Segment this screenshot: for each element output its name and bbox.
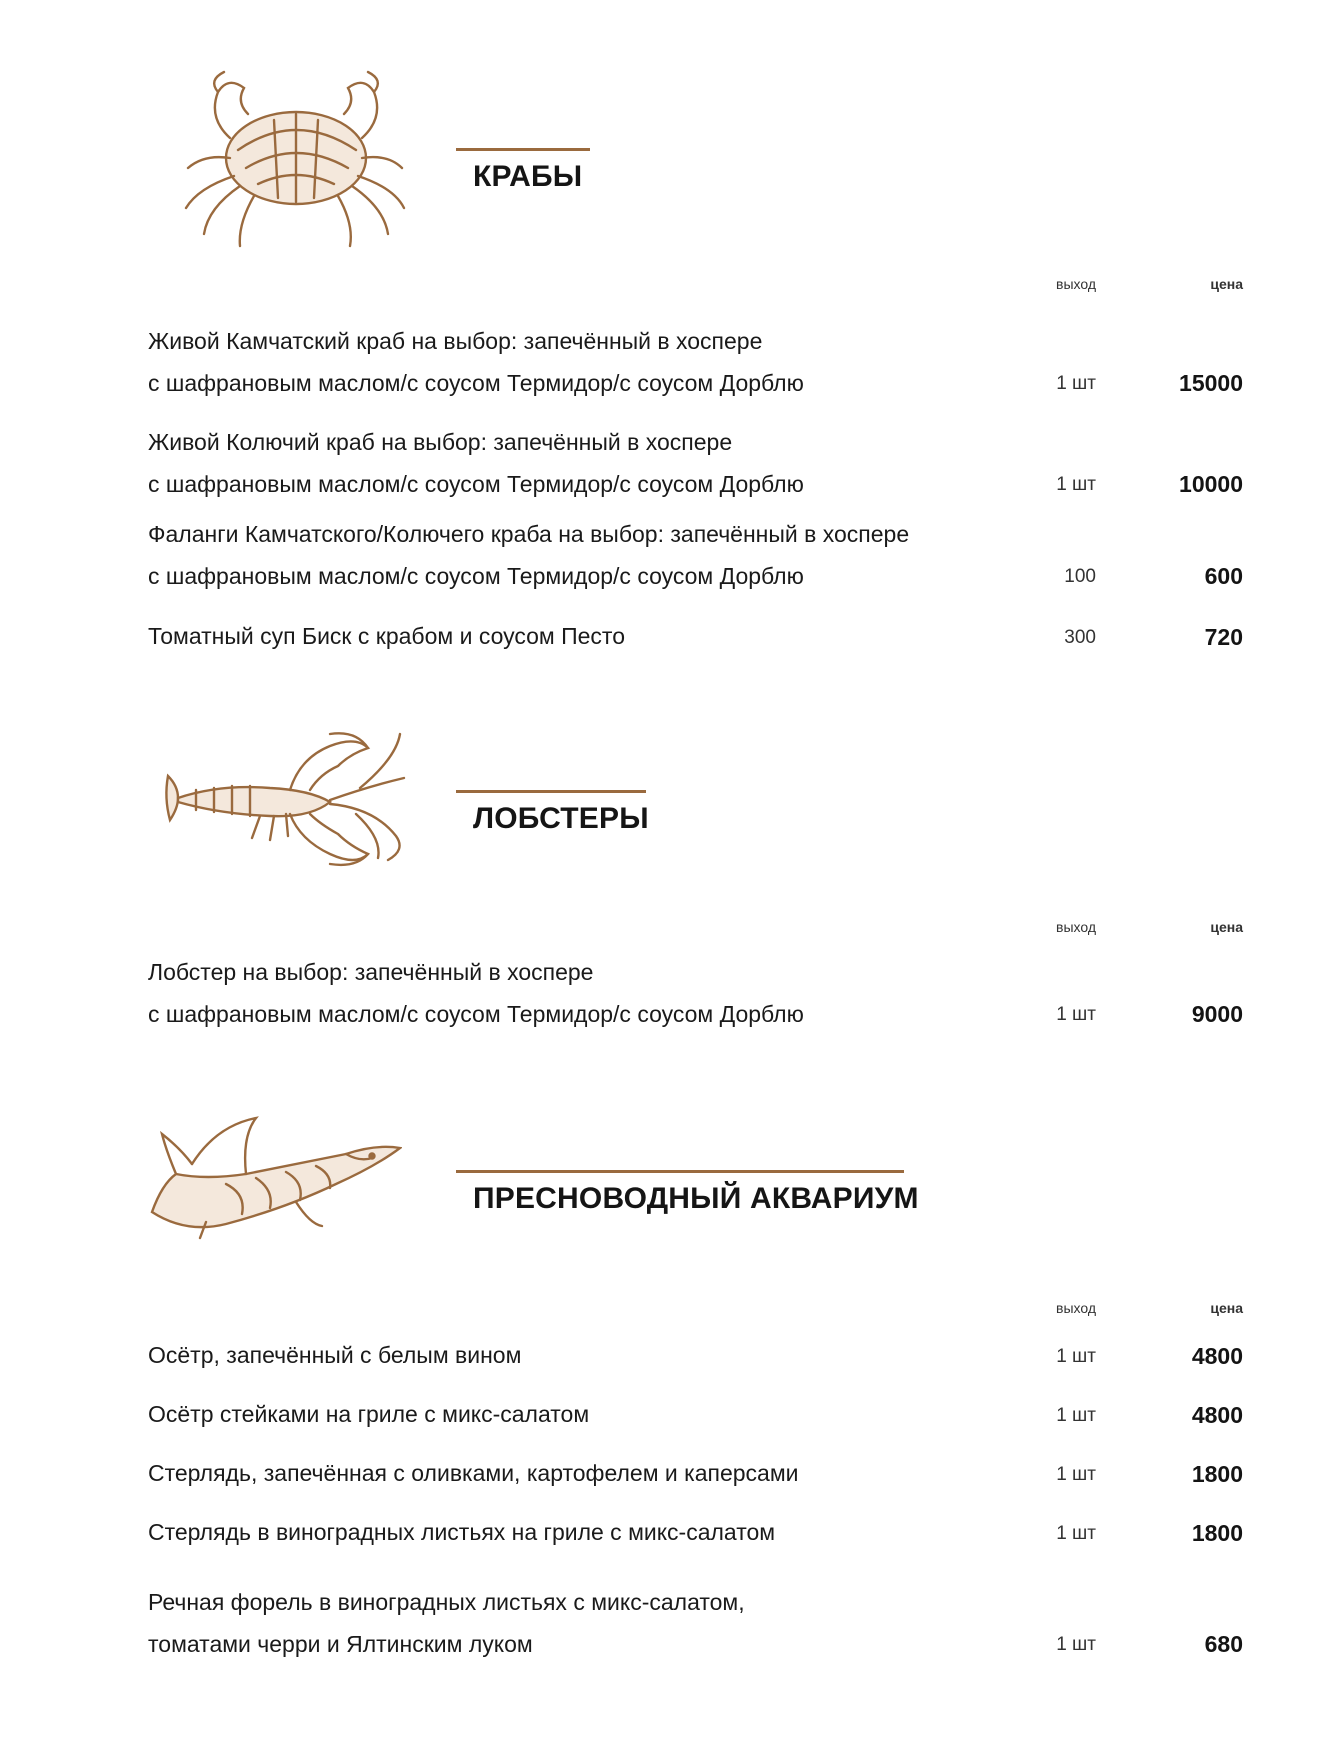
item-yield: 300: [1064, 627, 1096, 648]
item-yield: 1 шт: [1056, 1346, 1096, 1367]
item-name-line: с шафрановым маслом/с соусом Термидор/с соусом Дорблю: [148, 370, 804, 396]
title-divider: [456, 148, 590, 151]
section-title: КРАБЫ: [473, 160, 583, 193]
item-price: 1800: [1191, 1461, 1243, 1487]
price-column-header: цена: [1210, 919, 1243, 935]
item-yield: 1 шт: [1056, 1464, 1096, 1485]
item-name-line: Томатный суп Биск с крабом и соусом Песто: [148, 623, 626, 649]
item-yield: 100: [1064, 566, 1096, 587]
yield-column-header: выход: [1056, 919, 1096, 935]
crab-illustration-icon: [178, 58, 410, 250]
lobster-illustration-icon: [160, 728, 410, 870]
item-name-line: Живой Колючий краб на выбор: запечённый в хоспере: [148, 429, 733, 455]
item-name-line: Осётр, запечённый с белым вином: [148, 1342, 522, 1368]
crabs-title-block: [456, 148, 590, 194]
item-price: 15000: [1179, 370, 1243, 396]
freshwater-title-block: [456, 1170, 919, 1216]
item-price: 10000: [1179, 471, 1243, 497]
lobsters-title-block: [456, 790, 649, 836]
item-name-line: Стерлядь, запечённая с оливками, картофелем и каперсами: [148, 1460, 799, 1486]
yield-column-header: выход: [1056, 276, 1096, 292]
item-price: 1800: [1191, 1520, 1243, 1546]
price-column-header: цена: [1210, 1300, 1243, 1316]
item-name-line: Фаланги Камчатского/Колючего краба на выбор: запечённый в хоспере: [148, 521, 910, 547]
yield-column-header: выход: [1056, 1300, 1096, 1316]
item-price: 680: [1204, 1631, 1243, 1657]
item-name-line: с шафрановым маслом/с соусом Термидор/с соусом Дорблю: [148, 471, 804, 497]
sturgeon-illustration-icon: [146, 1114, 402, 1240]
item-yield: 1 шт: [1056, 474, 1096, 495]
item-name-line: Осётр стейками на гриле с микс-салатом: [148, 1401, 590, 1427]
item-price: 600: [1204, 563, 1243, 589]
item-yield: 1 шт: [1056, 373, 1096, 394]
item-yield: 1 шт: [1056, 1405, 1096, 1426]
item-yield: 1 шт: [1056, 1523, 1096, 1544]
item-price: 9000: [1191, 1001, 1243, 1027]
item-price: 4800: [1191, 1402, 1243, 1428]
section-title: ПРЕСНОВОДНЫЙ АКВАРИУМ: [473, 1182, 919, 1215]
item-name-line: Лобстер на выбор: запечённый в хоспере: [148, 959, 594, 985]
item-name-line: с шафрановым маслом/с соусом Термидор/с соусом Дорблю: [148, 563, 804, 589]
item-name-line: томатами черри и Ялтинским луком: [148, 1631, 533, 1657]
item-price: 4800: [1191, 1343, 1243, 1369]
item-name-line: Речная форель в виноградных листьях с микс-салатом,: [148, 1589, 745, 1615]
item-name-line: Стерлядь в виноградных листьях на гриле с микс-салатом: [148, 1519, 776, 1545]
section-title: ЛОБСТЕРЫ: [473, 802, 649, 835]
title-divider: [456, 1170, 904, 1173]
item-price: 720: [1204, 624, 1243, 650]
price-column-header: цена: [1210, 276, 1243, 292]
item-yield: 1 шт: [1056, 1634, 1096, 1655]
item-name-line: с шафрановым маслом/с соусом Термидор/с соусом Дорблю: [148, 1001, 804, 1027]
item-yield: 1 шт: [1056, 1004, 1096, 1025]
title-divider: [456, 790, 646, 793]
item-name-line: Живой Камчатский краб на выбор: запечённый в хоспере: [148, 328, 763, 354]
